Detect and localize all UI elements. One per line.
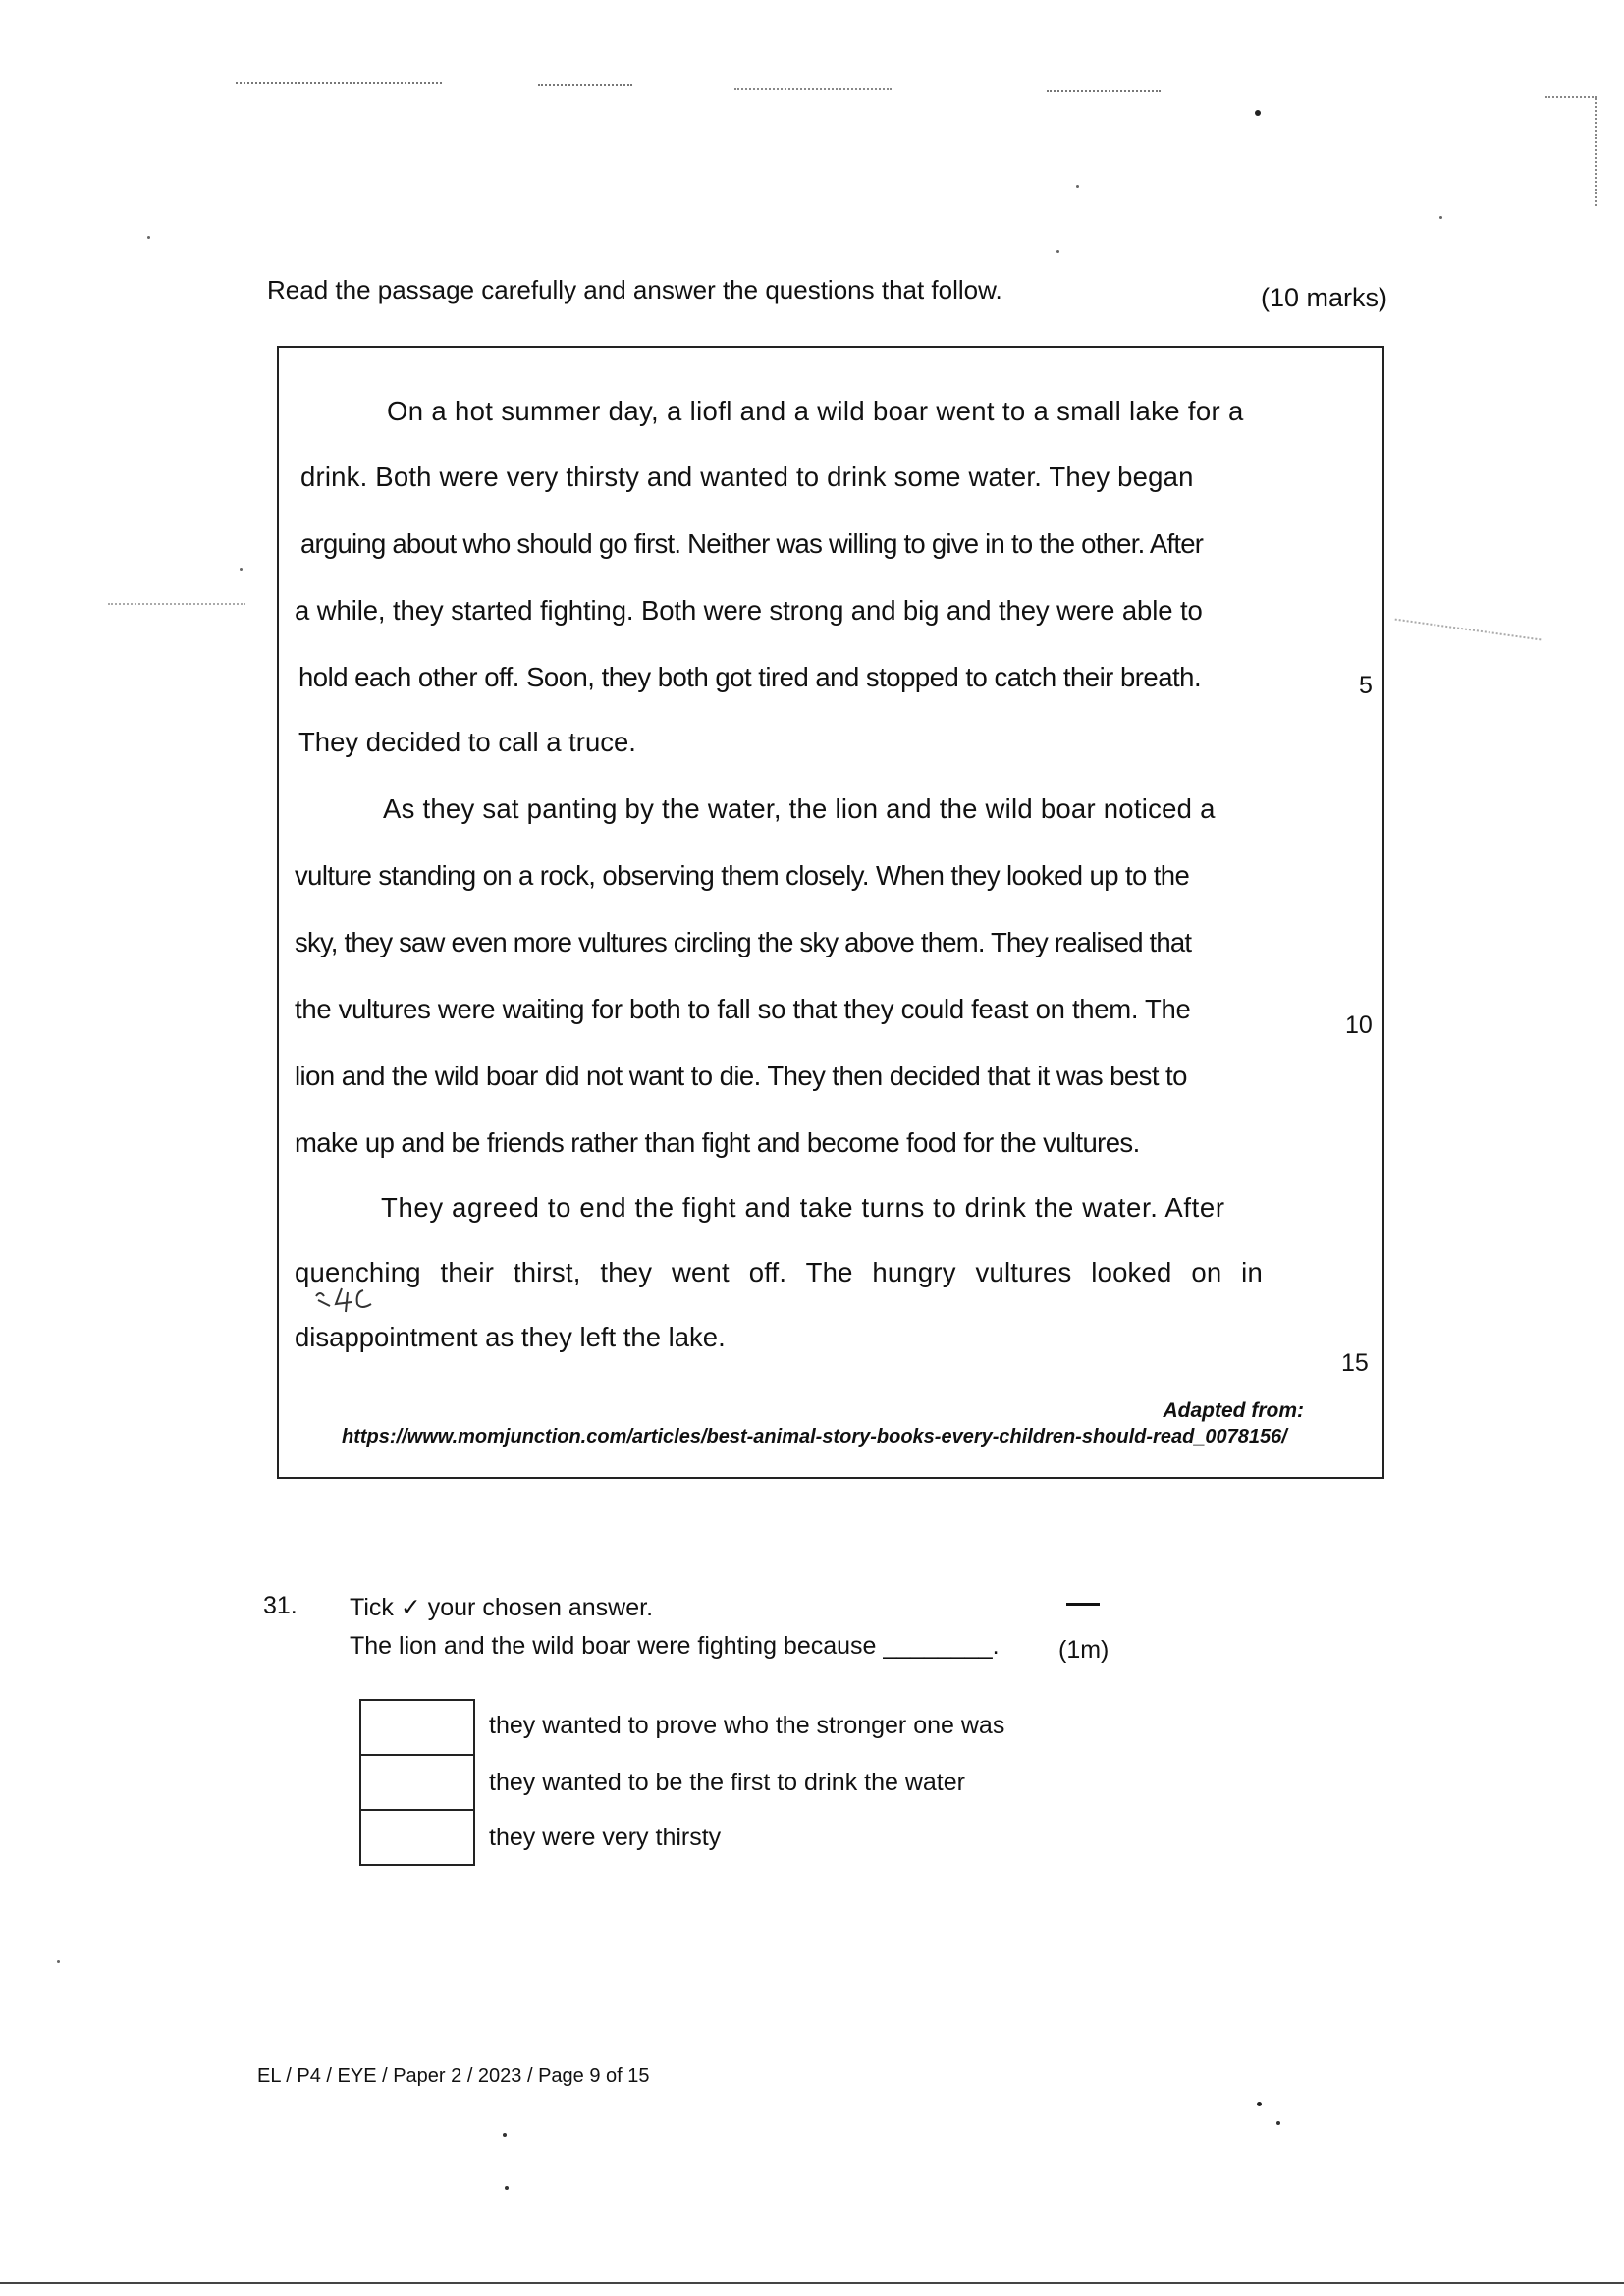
scan-speck <box>57 1960 60 1963</box>
passage-line: quenching their thirst, they went off. The hungry vultures looked on in <box>295 1257 1263 1287</box>
scan-edge-line <box>0 2282 1624 2284</box>
scan-dash <box>1066 1603 1100 1606</box>
scan-artifact-corner <box>1545 96 1597 98</box>
scan-speck <box>505 2186 509 2190</box>
answer-option-3: they were very thirsty <box>489 1824 722 1851</box>
question-instruction: Tick ✓ your chosen answer. <box>350 1594 654 1621</box>
passage-line: arguing about who should go first. Neither was willing to give in to the other. After <box>300 528 1204 559</box>
scan-speck <box>1056 250 1059 253</box>
question-marks: (1m) <box>1058 1636 1110 1664</box>
line-number-5: 5 <box>1359 672 1373 699</box>
scan-speck <box>240 568 243 571</box>
scan-artifact-left <box>108 603 245 605</box>
scan-artifact-top-mid1 <box>538 84 632 86</box>
answer-option-2: they wanted to be the first to drink the water <box>489 1769 965 1796</box>
handwritten-annotation <box>312 1283 401 1318</box>
line-number-15: 15 <box>1341 1349 1369 1377</box>
passage-line: On a hot summer day, a liofl and a wild boar went to a small lake for a <box>387 396 1244 426</box>
answer-option-1: they wanted to prove who the stronger one was <box>489 1712 1005 1739</box>
total-marks: (10 marks) <box>1261 283 1388 312</box>
scan-artifact-right <box>1395 619 1542 641</box>
passage-box <box>277 346 1384 1479</box>
passage-line: make up and be friends rather than fight and become food for the vultures. <box>295 1127 1140 1158</box>
passage-line: disappointment as they left the lake. <box>295 1322 726 1352</box>
passage-line: vulture standing on a rock, observing them closely. When they looked up to the <box>295 860 1190 891</box>
scan-speck <box>1257 2102 1262 2106</box>
source-url: https://www.momjunction.com/articles/best-animal-story-books-every-children-should-read_0078156/ <box>342 1426 1287 1448</box>
scan-speck <box>1076 185 1079 188</box>
question-number: 31. <box>263 1592 298 1619</box>
scan-artifact-right-edge <box>1595 98 1597 206</box>
scan-speck <box>147 236 150 239</box>
passage-line: As they sat panting by the water, the lion and the wild boar noticed a <box>383 793 1216 824</box>
passage-line: hold each other off. Soon, they both got tired and stopped to catch their breath. <box>298 662 1202 692</box>
source-label: Adapted from: <box>1163 1399 1304 1422</box>
passage-line: a while, they started fighting. Both were strong and big and they were able to <box>295 595 1203 626</box>
passage-line: lion and the wild boar did not want to die. They then decided that it was best to <box>295 1061 1187 1091</box>
scan-speck <box>1276 2121 1280 2125</box>
answer-checkbox-3[interactable] <box>359 1809 475 1866</box>
line-number-10: 10 <box>1345 1011 1373 1039</box>
answer-checkbox-2[interactable] <box>359 1754 475 1811</box>
scan-artifact-top-left <box>236 82 442 84</box>
question-stem: The lion and the wild boar were fighting because ________. <box>350 1632 1000 1660</box>
passage-line: They agreed to end the fight and take turns to drink the water. After <box>381 1192 1225 1223</box>
scan-speck <box>503 2133 507 2137</box>
passage-line: They decided to call a truce. <box>298 727 636 757</box>
passage-line: drink. Both were very thirsty and wanted to drink some water. They began <box>300 462 1194 492</box>
scan-speck <box>1439 216 1442 219</box>
instruction-text: Read the passage carefully and answer the questions that follow. <box>267 275 1002 304</box>
passage-line: sky, they saw even more vultures circling the sky above them. They realised that <box>295 927 1192 957</box>
answer-checkbox-1[interactable] <box>359 1699 475 1756</box>
scan-speck <box>1255 110 1261 116</box>
page-footer: EL / P4 / EYE / Paper 2 / 2023 / Page 9 of 15 <box>257 2065 650 2087</box>
passage-line: the vultures were waiting for both to fall so that they could feast on them. The <box>295 994 1191 1024</box>
scan-artifact-top-mid2 <box>734 88 892 90</box>
scan-artifact-top-right <box>1047 90 1161 92</box>
